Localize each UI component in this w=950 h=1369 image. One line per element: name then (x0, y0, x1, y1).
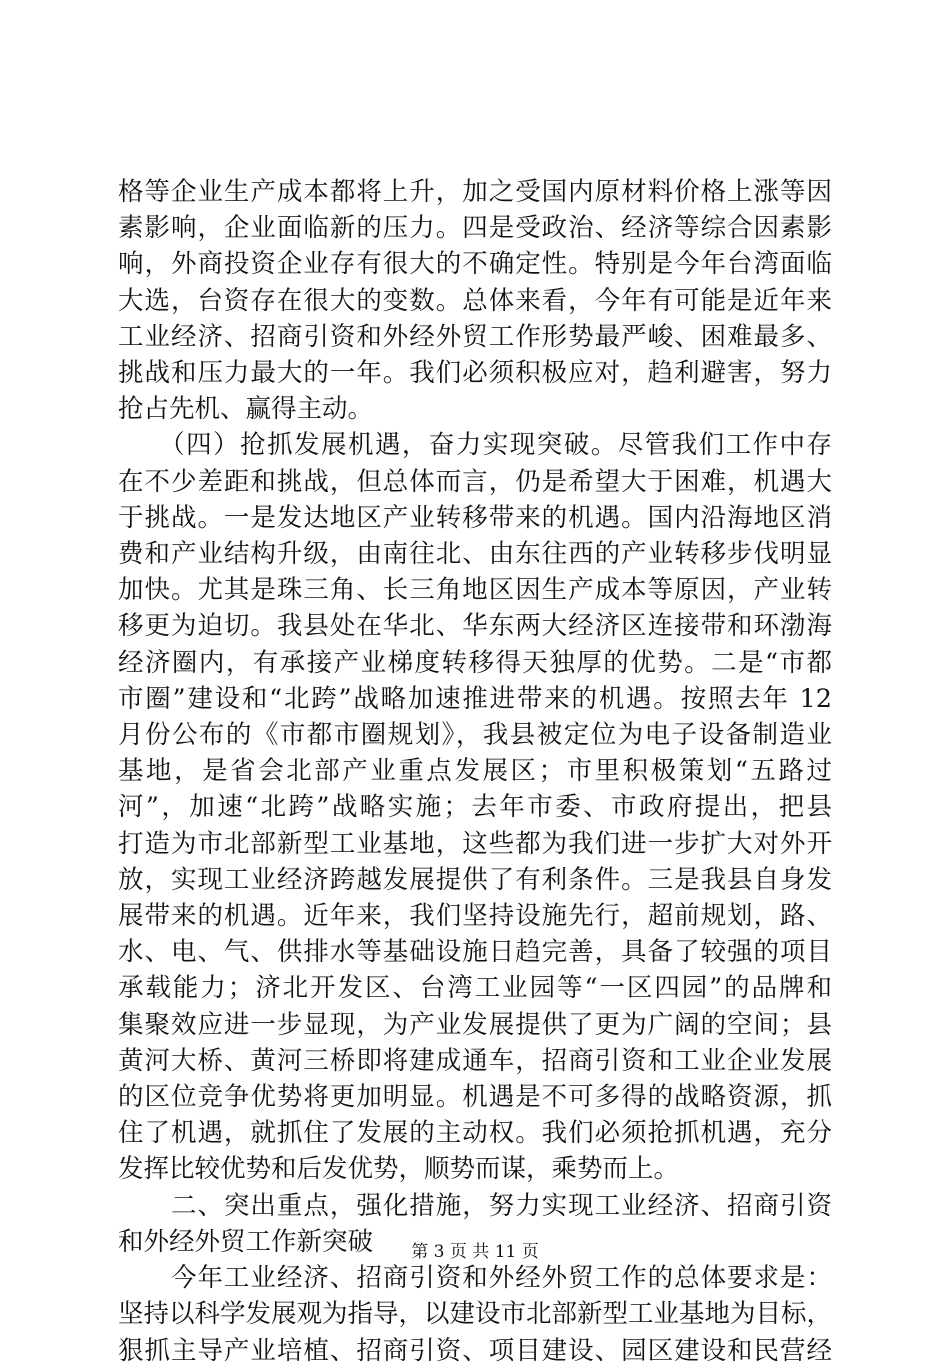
text-line: 抢占先机、赢得主动。 (118, 394, 374, 425)
text-line: 水、电、气、供排水等基础设施日趋完善，具备了较强的项目 (118, 937, 832, 968)
text-line: 集聚效应进一步显现，为产业发展提供了更为广阔的空间；县 (118, 1009, 832, 1040)
text-line: 挑战和压力最大的一年。我们必须积极应对，趋利避害，努力 (118, 358, 832, 389)
text-line: 市圈”建设和“北跨”战略加速推进带来的机遇。按照去年 12 (118, 683, 832, 714)
text-line: 格等企业生产成本都将上升，加之受国内原材料价格上涨等因 (118, 177, 832, 207)
text-line: 于挑战。一是发达地区产业转移带来的机遇。国内沿海地区消 (118, 502, 832, 533)
text-line: 素影响，企业面临新的压力。四是受政治、经济等综合因素影 (118, 213, 832, 244)
text-line: 承载能力；济北开发区、台湾工业园等“一区四园”的品牌和 (118, 973, 832, 1004)
text-line: 黄河大桥、黄河三桥即将建成通车，招商引资和工业企业发展 (118, 1045, 832, 1076)
text-line: 经济圈内，有承接产业梯度转移得天独厚的优势。二是“市都 (118, 647, 832, 678)
document-body (118, 174, 832, 1369)
text-line: 二、突出重点，强化措施，努力实现工业经济、招商引资 (118, 1190, 832, 1221)
text-line: 打造为市北部新型工业基地，这些都为我们进一步扩大对外开 (118, 828, 832, 859)
text-line: （四）抢抓发展机遇，奋力实现突破。尽管我们工作中存 (118, 430, 832, 461)
text-line: 月份公布的《市都市圈规划》，我县被定位为电子设备制造业 (118, 720, 832, 751)
text-line: 住了机遇，就抓住了发展的主动权。我们必须抢抓机遇，充分 (118, 1118, 832, 1149)
text-line: 加快。尤其是珠三角、长三角地区因生产成本等原因，产业转 (118, 575, 832, 606)
text-line: 基地，是省会北部产业重点发展区；市里积极策划“五路过 (118, 756, 832, 787)
text-line: 放，实现工业经济跨越发展提供了有利条件。三是我县自身发 (118, 864, 832, 895)
text-line: 响，外商投资企业存有很大的不确定性。特别是今年台湾面临 (118, 249, 832, 280)
text-line: 河”，加速“北跨”战略实施；去年市委、市政府提出，把县 (118, 792, 832, 823)
text-line: 工业经济、招商引资和外经外贸工作形势最严峻、困难最多、 (118, 321, 832, 352)
text-line: 费和产业结构升级，由南往北、由东往西的产业转移步伐明显 (118, 539, 832, 570)
text-line: 发挥比较优势和后发优势，顺势而谋，乘势而上。 (118, 1154, 680, 1185)
text-line: 移更为迫切。我县处在华北、华东两大经济区连接带和环渤海 (118, 611, 832, 642)
text-line: 坚持以科学发展观为指导，以建设市北部新型工业基地为目标， (118, 1299, 832, 1330)
text-line: 大选，台资存在很大的变数。总体来看，今年有可能是近年来 (118, 285, 832, 316)
text-line: 狠抓主导产业培植、招商引资、项目建设、园区建设和民营经 (118, 1335, 832, 1366)
text-line: 和外经外贸工作新突破 (118, 1226, 374, 1257)
text-line: 的区位竞争优势将更加明显。机遇是不可多得的战略资源，抓 (118, 1082, 832, 1113)
text-line: 在不少差距和挑战，但总体而言，仍是希望大于困难，机遇大 (118, 466, 832, 497)
text-line: 展带来的机遇。近年来，我们坚持设施先行，超前规划，路、 (118, 901, 832, 932)
text-line: 今年工业经济、招商引资和外经外贸工作的总体要求是： (118, 1263, 832, 1294)
page-footer: 第 3 页 共 11 页 (411, 1242, 539, 1262)
